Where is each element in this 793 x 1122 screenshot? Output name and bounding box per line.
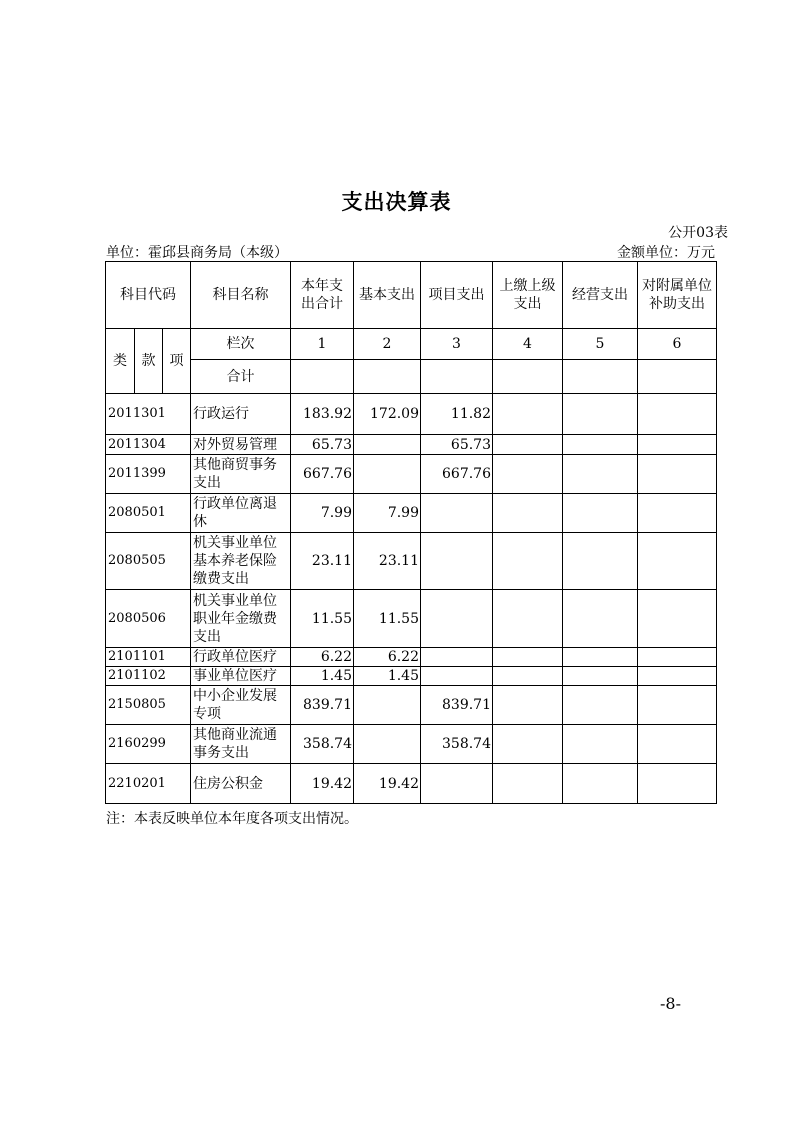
row-code: 2080506 (106, 590, 191, 648)
row-basic (354, 435, 421, 455)
row-subsidy (638, 667, 717, 686)
row-total: 7.99 (291, 494, 354, 533)
column-number-row (106, 329, 717, 360)
row-total: 65.73 (291, 435, 354, 455)
row-code: 2080501 (106, 494, 191, 533)
table-row (106, 648, 717, 667)
row-basic: 11.55 (354, 590, 421, 648)
row-name: 住房公积金 (191, 764, 291, 804)
row-project: 11.82 (421, 394, 493, 435)
row-upper (493, 686, 563, 725)
row-subsidy (638, 686, 717, 725)
header-total: 本年支出合计 (291, 262, 354, 329)
row-name: 行政单位离退休 (191, 494, 291, 533)
header-upper: 上缴上级支出 (493, 262, 563, 329)
row-total: 358.74 (291, 725, 354, 764)
row-basic (354, 455, 421, 494)
row-business (563, 394, 638, 435)
row-business (563, 648, 638, 667)
total-cell (563, 360, 638, 394)
row-total: 839.71 (291, 686, 354, 725)
table-row (106, 435, 717, 455)
row-project (421, 494, 493, 533)
row-upper (493, 533, 563, 590)
row-project (421, 648, 493, 667)
row-upper (493, 667, 563, 686)
row-total: 6.22 (291, 648, 354, 667)
row-subsidy (638, 435, 717, 455)
row-subsidy (638, 648, 717, 667)
row-basic: 23.11 (354, 533, 421, 590)
total-cell (354, 360, 421, 394)
row-name: 其他商贸事务支出 (191, 455, 291, 494)
row-subsidy (638, 590, 717, 648)
row-business (563, 764, 638, 804)
row-name: 机关事业单位基本养老保险缴费支出 (191, 533, 291, 590)
row-business (563, 725, 638, 764)
table-row (106, 590, 717, 648)
expenditure-table (105, 261, 717, 804)
row-business (563, 494, 638, 533)
row-upper (493, 648, 563, 667)
row-upper (493, 590, 563, 648)
col-number-4: 4 (493, 329, 563, 360)
table-row (106, 725, 717, 764)
row-upper (493, 764, 563, 804)
row-project: 65.73 (421, 435, 493, 455)
row-project: 839.71 (421, 686, 493, 725)
unit-label: 单位：霍邱县商务局（本级） (106, 245, 288, 261)
header-subsidy: 对附属单位补助支出 (638, 262, 717, 329)
page-title: 支出决算表 (341, 190, 452, 214)
row-code: 2160299 (106, 725, 191, 764)
row-code: 2101102 (106, 667, 191, 686)
row-subsidy (638, 725, 717, 764)
total-cell (421, 360, 493, 394)
header-code: 科目代码 (106, 262, 191, 329)
row-basic: 19.42 (354, 764, 421, 804)
header-heji: 合计 (191, 360, 291, 394)
row-subsidy (638, 764, 717, 804)
row-business (563, 667, 638, 686)
total-cell (291, 360, 354, 394)
row-name: 机关事业单位职业年金缴费支出 (191, 590, 291, 648)
row-total: 11.55 (291, 590, 354, 648)
table-row (106, 667, 717, 686)
total-row (106, 360, 717, 394)
row-project: 358.74 (421, 725, 493, 764)
header-lanci: 栏次 (191, 329, 291, 360)
row-subsidy (638, 533, 717, 590)
row-name: 行政运行 (191, 394, 291, 435)
row-name: 其他商业流通事务支出 (191, 725, 291, 764)
table-row (106, 394, 717, 435)
col-number-2: 2 (354, 329, 421, 360)
table-row (106, 764, 717, 804)
total-cell (638, 360, 717, 394)
header-name: 科目名称 (191, 262, 291, 329)
table-row (106, 686, 717, 725)
row-upper (493, 455, 563, 494)
row-upper (493, 494, 563, 533)
row-subsidy (638, 394, 717, 435)
row-basic: 7.99 (354, 494, 421, 533)
row-total: 1.45 (291, 667, 354, 686)
row-code: 2080505 (106, 533, 191, 590)
form-number: 公开03表 (668, 225, 728, 241)
row-project (421, 533, 493, 590)
row-project (421, 764, 493, 804)
row-code: 2210201 (106, 764, 191, 804)
header-row (106, 262, 717, 329)
row-business (563, 590, 638, 648)
row-project (421, 667, 493, 686)
row-basic: 172.09 (354, 394, 421, 435)
row-project: 667.76 (421, 455, 493, 494)
row-code: 2011399 (106, 455, 191, 494)
header-lei: 类 (106, 329, 135, 394)
row-project (421, 590, 493, 648)
row-basic (354, 725, 421, 764)
row-total: 667.76 (291, 455, 354, 494)
row-total: 19.42 (291, 764, 354, 804)
header-kuan: 款 (135, 329, 163, 394)
table-row (106, 533, 717, 590)
row-name: 中小企业发展专项 (191, 686, 291, 725)
amount-unit-label: 金额单位：万元 (617, 245, 715, 261)
table-row (106, 494, 717, 533)
table-row (106, 455, 717, 494)
col-number-5: 5 (563, 329, 638, 360)
col-number-6: 6 (638, 329, 717, 360)
col-number-3: 3 (421, 329, 493, 360)
total-cell (493, 360, 563, 394)
row-upper (493, 394, 563, 435)
row-subsidy (638, 455, 717, 494)
row-total: 23.11 (291, 533, 354, 590)
row-code: 2101101 (106, 648, 191, 667)
row-basic: 6.22 (354, 648, 421, 667)
row-code: 2150805 (106, 686, 191, 725)
row-name: 事业单位医疗 (191, 667, 291, 686)
row-code: 2011304 (106, 435, 191, 455)
row-basic (354, 686, 421, 725)
row-subsidy (638, 494, 717, 533)
row-business (563, 533, 638, 590)
header-business: 经营支出 (563, 262, 638, 329)
row-business (563, 435, 638, 455)
col-number-1: 1 (291, 329, 354, 360)
row-upper (493, 435, 563, 455)
page-number: -8- (660, 994, 681, 1013)
header-xiang: 项 (163, 329, 191, 394)
header-basic: 基本支出 (354, 262, 421, 329)
row-name: 对外贸易管理 (191, 435, 291, 455)
row-upper (493, 725, 563, 764)
row-business (563, 686, 638, 725)
row-name: 行政单位医疗 (191, 648, 291, 667)
row-business (563, 455, 638, 494)
header-project: 项目支出 (421, 262, 493, 329)
row-total: 183.92 (291, 394, 354, 435)
footnote: 注：本表反映单位本年度各项支出情况。 (106, 811, 358, 827)
row-basic: 1.45 (354, 667, 421, 686)
row-code: 2011301 (106, 394, 191, 435)
